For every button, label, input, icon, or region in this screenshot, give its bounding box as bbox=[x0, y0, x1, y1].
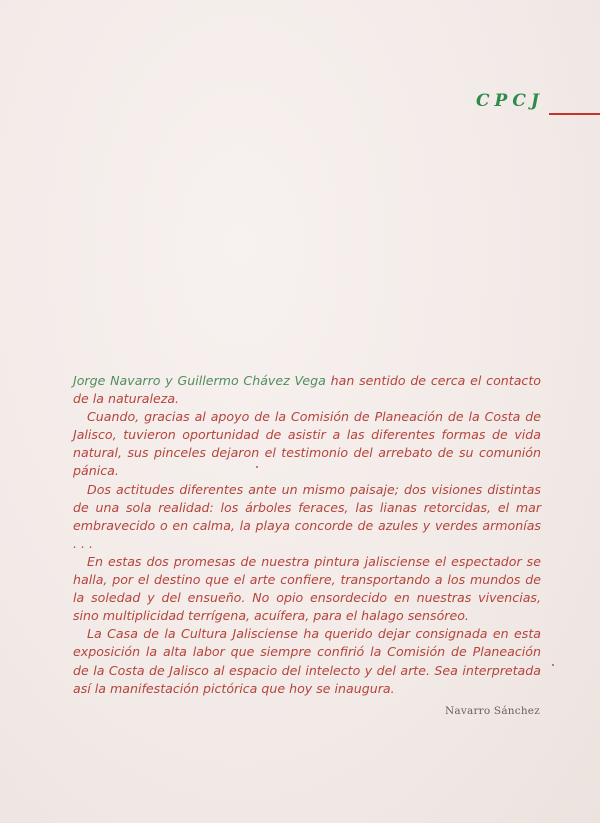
paragraph-2: Cuando, gracias al apoyo de la Comisión de Planeación de la Costa de Jalisco, tuvieron oportunidad de asistir a las diferentes formas de vida natural, sus pinceles dejaron el testimonio del arrebato de su comunión pánica. bbox=[73, 409, 541, 479]
body-text bbox=[73, 372, 541, 698]
artist-names: Jorge Navarro y Guillermo Chávez Vega bbox=[73, 373, 326, 388]
cpcj-logo: CPCJ bbox=[476, 91, 544, 111]
logo-underline-rule bbox=[549, 113, 600, 115]
paper-speck bbox=[256, 466, 258, 468]
paragraph-5: La Casa de la Cultura Jalisciense ha querido dejar consignada en esta exposición la alta labor que siempre confirió la Comisión de Planeación de la Costa de Jalisco al espacio del intelecto y del arte. Sea interpretada así la manifestación pictórica que hoy se inaugura. bbox=[73, 626, 541, 696]
paragraph-3: Dos actitudes diferentes ante un mismo paisaje; dos visiones distintas de una sola realidad: los árboles feraces, las lianas retorcidas, el mar embravecido o en calma, la playa concorde de azules y verdes armonías . . . bbox=[73, 481, 541, 551]
signature: Navarro Sánchez bbox=[445, 705, 540, 717]
paragraph-1-text: han sentido de cerca el contacto de la naturaleza. bbox=[73, 373, 541, 407]
paragraph-1 bbox=[73, 372, 541, 408]
paper-speck bbox=[552, 664, 554, 666]
paragraph-4: En estas dos promesas de nuestra pintura jalisciense el espectador se halla, por el destino que el arte confiere, transportando a los mundos de la soledad y del ensueño. No opio ensordecido en nuestras vivencias, sino multiplicidad terrígena, acuífera, para el halago sensóreo. bbox=[73, 553, 541, 624]
